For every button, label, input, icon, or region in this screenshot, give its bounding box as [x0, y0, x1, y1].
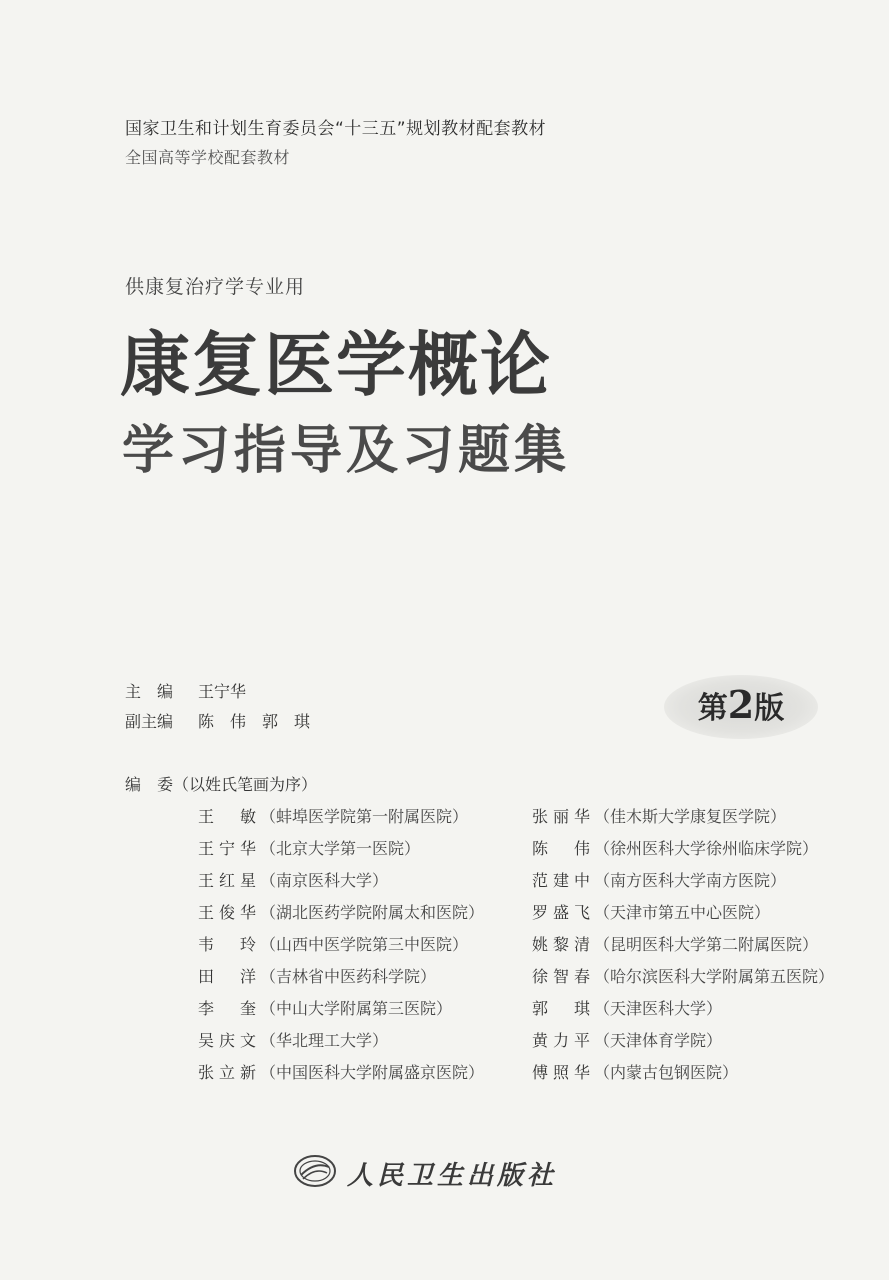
member-institution: （天津医科大学）	[594, 999, 723, 1018]
committee-member	[198, 900, 484, 923]
member-institution: （中国医科大学附属盛京医院）	[260, 1063, 485, 1082]
committee-member	[198, 804, 468, 827]
series-line-2: 全国高等学校配套教材	[125, 148, 291, 167]
member-institution: （徐州医科大学徐州临床学院）	[594, 839, 819, 858]
member-institution: （中山大学附属第三医院）	[260, 999, 453, 1018]
series-line-1: 国家卫生和计划生育委员会“十三五”规划教材配套教材	[125, 119, 547, 139]
committee-member	[532, 900, 770, 923]
member-name: 王俊华	[198, 903, 256, 922]
committee-member	[198, 996, 452, 1019]
deputy-editor-label: 副主编	[125, 712, 174, 731]
chief-editor-name: 王宁华	[198, 682, 247, 701]
member-name: 韦玲	[198, 935, 256, 954]
member-institution: （山西中医学院第三中医院）	[260, 935, 469, 954]
book-subtitle: 学习指导及习题集	[122, 421, 571, 481]
member-name: 傅照华	[532, 1063, 590, 1082]
chief-editor-label: 主 编	[125, 682, 174, 701]
member-name: 陈伟	[532, 839, 590, 858]
member-institution: （吉林省中医药科学院）	[260, 967, 437, 986]
member-name: 王红星	[198, 871, 256, 890]
deputy-editor-names: 陈 伟 郭 琪	[198, 712, 311, 731]
member-name: 郭琪	[532, 999, 590, 1018]
committee-member	[198, 1028, 388, 1051]
committee-member	[532, 932, 818, 955]
committee-member	[532, 1028, 722, 1051]
committee-member	[198, 964, 436, 987]
member-name: 吴庆文	[198, 1031, 256, 1050]
member-name: 姚黎清	[532, 935, 590, 954]
member-institution: （佳木斯大学康复医学院）	[594, 807, 787, 826]
committee-member	[198, 1060, 484, 1083]
committee-member	[532, 868, 786, 891]
publisher-logo-icon	[293, 1153, 337, 1193]
committee-member	[532, 1060, 738, 1083]
member-institution: （湖北医药学院附属太和医院）	[260, 903, 485, 922]
member-institution: （南方医科大学南方医院）	[594, 871, 787, 890]
committee-member	[198, 836, 420, 859]
member-name: 王敏	[198, 807, 256, 826]
member-name: 罗盛飞	[532, 903, 590, 922]
committee-member	[532, 964, 834, 987]
committee-member	[532, 836, 818, 859]
usage-note: 供康复治疗学专业用	[125, 276, 306, 298]
member-name: 王宁华	[198, 839, 256, 858]
member-institution: （天津体育学院）	[594, 1031, 723, 1050]
committee-member	[532, 996, 722, 1019]
publisher	[293, 1153, 557, 1193]
edition-number: 2	[727, 682, 755, 727]
member-institution: （哈尔滨医科大学附属第五医院）	[594, 967, 835, 986]
committee-member	[198, 868, 388, 891]
member-name: 张立新	[198, 1063, 256, 1082]
member-name: 田洋	[198, 967, 256, 986]
committee-member	[532, 804, 786, 827]
member-name: 黄力平	[532, 1031, 590, 1050]
member-institution: （蚌埠医学院第一附属医院）	[260, 807, 469, 826]
member-institution: （南京医科大学）	[260, 871, 389, 890]
member-institution: （昆明医科大学第二附属医院）	[594, 935, 819, 954]
publisher-name: 人民卫生出版社	[347, 1160, 558, 1191]
member-name: 徐智春	[532, 967, 590, 986]
edition-prefix: 第	[697, 691, 728, 726]
member-institution: （北京大学第一医院）	[260, 839, 421, 858]
member-institution: （天津市第五中心医院）	[594, 903, 771, 922]
committee-label: 编 委（以姓氏笔画为序）	[125, 775, 318, 794]
book-title: 康复医学概论	[120, 324, 552, 406]
member-institution: （华北理工大学）	[260, 1031, 389, 1050]
member-name: 范建中	[532, 871, 590, 890]
member-institution: （内蒙古包钢医院）	[594, 1063, 739, 1082]
edition-suffix: 版	[754, 691, 785, 726]
member-name: 张丽华	[532, 807, 590, 826]
member-name: 李奎	[198, 999, 256, 1018]
committee-member	[198, 932, 468, 955]
edition-badge	[664, 675, 818, 739]
